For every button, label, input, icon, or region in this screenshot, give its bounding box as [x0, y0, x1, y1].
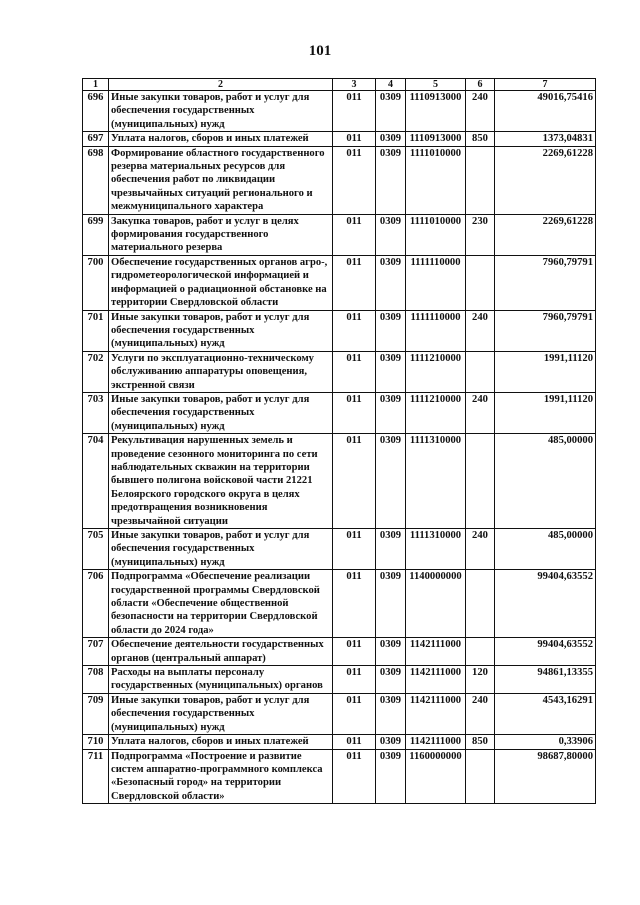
table-row	[83, 214, 596, 255]
row-description: Расходы на выплаты персоналу государственных (муниципальных) органов	[109, 666, 333, 694]
row-description: Подпрограмма «Построение и развитие систем аппаратно-программного комплекса «Безопасный город» на территории Свердловской области»	[109, 749, 333, 804]
row-amount: 485,00000	[495, 434, 596, 529]
section-code: 0309	[376, 146, 406, 214]
table-row	[83, 146, 596, 214]
column-header: 3	[333, 79, 376, 91]
ministry-code: 011	[333, 310, 376, 351]
row-amount: 485,00000	[495, 529, 596, 570]
table-row	[83, 529, 596, 570]
table-row	[83, 666, 596, 694]
row-number: 698	[83, 146, 109, 214]
expense-type-code: 240	[466, 310, 495, 351]
expense-type-code: 240	[466, 392, 495, 433]
row-description: Иные закупки товаров, работ и услуг для обеспечения государственных (муниципальных) нужд	[109, 91, 333, 132]
expense-type-code: 240	[466, 529, 495, 570]
ministry-code: 011	[333, 666, 376, 694]
ministry-code: 011	[333, 255, 376, 310]
row-number: 697	[83, 132, 109, 146]
table-row	[83, 638, 596, 666]
ministry-code: 011	[333, 749, 376, 804]
row-number: 699	[83, 214, 109, 255]
row-description: Рекультивация нарушенных земель и проведение сезонного мониторинга по сети наблюдательных скважин на территории бывшего полигона войсковой части 21221 Белоярского городского округа в целях предотвращения возникновения чрезвычайной ситуации	[109, 434, 333, 529]
section-code: 0309	[376, 214, 406, 255]
target-article-code: 1142111000	[406, 693, 466, 734]
expense-type-code: 120	[466, 666, 495, 694]
target-article-code: 1111110000	[406, 310, 466, 351]
expense-type-code: 850	[466, 735, 495, 749]
row-description: Закупка товаров, работ и услуг в целях формирования государственного материального резерва	[109, 214, 333, 255]
target-article-code: 1111110000	[406, 255, 466, 310]
target-article-code: 1110913000	[406, 91, 466, 132]
table-row	[83, 351, 596, 392]
row-amount: 98687,80000	[495, 749, 596, 804]
column-header: 5	[406, 79, 466, 91]
ministry-code: 011	[333, 570, 376, 638]
table-row	[83, 570, 596, 638]
page-number: 101	[308, 43, 332, 59]
table-body	[83, 91, 596, 804]
row-number: 707	[83, 638, 109, 666]
target-article-code: 1111010000	[406, 146, 466, 214]
expense-type-code	[466, 434, 495, 529]
target-article-code: 1142111000	[406, 638, 466, 666]
table-row	[83, 693, 596, 734]
table-row	[83, 434, 596, 529]
row-amount: 4543,16291	[495, 693, 596, 734]
row-description: Иные закупки товаров, работ и услуг для обеспечения государственных (муниципальных) нужд	[109, 529, 333, 570]
ministry-code: 011	[333, 351, 376, 392]
expense-type-code	[466, 146, 495, 214]
target-article-code: 1111210000	[406, 392, 466, 433]
section-code: 0309	[376, 638, 406, 666]
row-amount: 49016,75416	[495, 91, 596, 132]
target-article-code: 1111310000	[406, 434, 466, 529]
table-row	[83, 132, 596, 146]
expense-type-code	[466, 351, 495, 392]
expense-type-code: 850	[466, 132, 495, 146]
row-number: 700	[83, 255, 109, 310]
section-code: 0309	[376, 392, 406, 433]
expense-type-code: 240	[466, 693, 495, 734]
row-amount: 1991,11120	[495, 392, 596, 433]
row-number: 702	[83, 351, 109, 392]
section-code: 0309	[376, 91, 406, 132]
expense-type-code	[466, 638, 495, 666]
row-description: Уплата налогов, сборов и иных платежей	[109, 132, 333, 146]
row-description: Уплата налогов, сборов и иных платежей	[109, 735, 333, 749]
row-amount: 99404,63552	[495, 638, 596, 666]
row-amount: 7960,79791	[495, 310, 596, 351]
row-number: 708	[83, 666, 109, 694]
section-code: 0309	[376, 255, 406, 310]
column-header: 1	[83, 79, 109, 91]
section-code: 0309	[376, 529, 406, 570]
section-code: 0309	[376, 693, 406, 734]
target-article-code: 1110913000	[406, 132, 466, 146]
target-article-code: 1111210000	[406, 351, 466, 392]
row-description: Иные закупки товаров, работ и услуг для обеспечения государственных (муниципальных) нужд	[109, 310, 333, 351]
column-header: 2	[109, 79, 333, 91]
row-amount: 99404,63552	[495, 570, 596, 638]
row-number: 704	[83, 434, 109, 529]
row-amount: 0,33906	[495, 735, 596, 749]
expense-type-code: 230	[466, 214, 495, 255]
row-amount: 2269,61228	[495, 214, 596, 255]
column-header: 4	[376, 79, 406, 91]
target-article-code: 1142111000	[406, 735, 466, 749]
section-code: 0309	[376, 666, 406, 694]
row-number: 706	[83, 570, 109, 638]
row-description: Обеспечение государственных органов агро-, гидрометеорологической информацией и информацией о радиационной обстановке на территории Свердловской области	[109, 255, 333, 310]
row-number: 705	[83, 529, 109, 570]
expense-type-code: 240	[466, 91, 495, 132]
expense-type-code	[466, 570, 495, 638]
table-header-row	[83, 79, 596, 91]
table-row	[83, 310, 596, 351]
ministry-code: 011	[333, 638, 376, 666]
section-code: 0309	[376, 749, 406, 804]
section-code: 0309	[376, 735, 406, 749]
target-article-code: 1140000000	[406, 570, 466, 638]
ministry-code: 011	[333, 214, 376, 255]
budget-table	[82, 78, 596, 804]
row-number: 701	[83, 310, 109, 351]
expense-type-code	[466, 255, 495, 310]
row-description: Иные закупки товаров, работ и услуг для обеспечения государственных (муниципальных) нужд	[109, 392, 333, 433]
row-amount: 1991,11120	[495, 351, 596, 392]
table-row	[83, 91, 596, 132]
column-header: 6	[466, 79, 495, 91]
table-row	[83, 392, 596, 433]
section-code: 0309	[376, 351, 406, 392]
ministry-code: 011	[333, 132, 376, 146]
ministry-code: 011	[333, 529, 376, 570]
row-amount: 7960,79791	[495, 255, 596, 310]
row-amount: 2269,61228	[495, 146, 596, 214]
section-code: 0309	[376, 132, 406, 146]
ministry-code: 011	[333, 146, 376, 214]
target-article-code: 1111310000	[406, 529, 466, 570]
row-number: 711	[83, 749, 109, 804]
table-row	[83, 735, 596, 749]
table-row	[83, 255, 596, 310]
ministry-code: 011	[333, 735, 376, 749]
row-description: Услуги по эксплуатационно-техническому обслуживанию аппаратуры оповещения, экстренной связи	[109, 351, 333, 392]
row-description: Подпрограмма «Обеспечение реализации государственной программы Свердловской области «Обеспечение общественной безопасности на территории Свердловской области до 2024 года»	[109, 570, 333, 638]
row-number: 696	[83, 91, 109, 132]
row-description: Обеспечение деятельности государственных органов (центральный аппарат)	[109, 638, 333, 666]
row-description: Формирование областного государственного резерва материальных ресурсов для обеспечения работ по ликвидации чрезвычайных ситуаций регионального и межмуниципального характера	[109, 146, 333, 214]
row-amount: 1373,04831	[495, 132, 596, 146]
column-header: 7	[495, 79, 596, 91]
target-article-code: 1142111000	[406, 666, 466, 694]
section-code: 0309	[376, 434, 406, 529]
ministry-code: 011	[333, 392, 376, 433]
row-amount: 94861,13355	[495, 666, 596, 694]
row-number: 709	[83, 693, 109, 734]
row-number: 703	[83, 392, 109, 433]
ministry-code: 011	[333, 693, 376, 734]
row-number: 710	[83, 735, 109, 749]
ministry-code: 011	[333, 434, 376, 529]
table-row	[83, 749, 596, 804]
row-description: Иные закупки товаров, работ и услуг для обеспечения государственных (муниципальных) нужд	[109, 693, 333, 734]
ministry-code: 011	[333, 91, 376, 132]
target-article-code: 1111010000	[406, 214, 466, 255]
section-code: 0309	[376, 310, 406, 351]
expense-type-code	[466, 749, 495, 804]
section-code: 0309	[376, 570, 406, 638]
target-article-code: 1160000000	[406, 749, 466, 804]
